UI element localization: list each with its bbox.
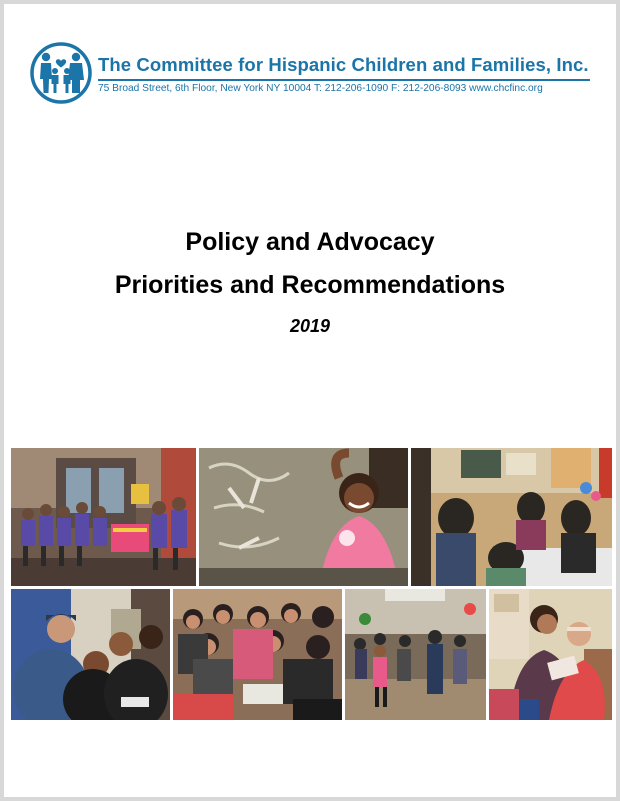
group-photo-purple-shirts [11,448,196,586]
organization-name: The Committee for Hispanic Children and Families, Inc. [98,54,589,75]
document-title-line-2: Priorities and Recommendations [114,271,506,299]
classroom-meeting-photo [411,448,612,586]
child-pink-shirt-photo [199,448,408,586]
document-title-line-1: Policy and Advocacy [185,228,435,256]
children-dancing-photo [345,589,486,720]
parents-audience-photo [173,589,342,720]
mother-with-baby-photo [489,589,612,720]
family-logo-icon [30,42,92,104]
letterhead-rule [98,79,590,81]
organization-address: 75 Broad Street, 6th Floor, New York NY 10004 T: 212-206-1090 F: 212-206-8093 www.chcfinc.org [98,83,543,94]
letterhead [30,42,595,104]
family-group-photo [11,589,170,720]
document-year: 2019 [289,316,331,336]
